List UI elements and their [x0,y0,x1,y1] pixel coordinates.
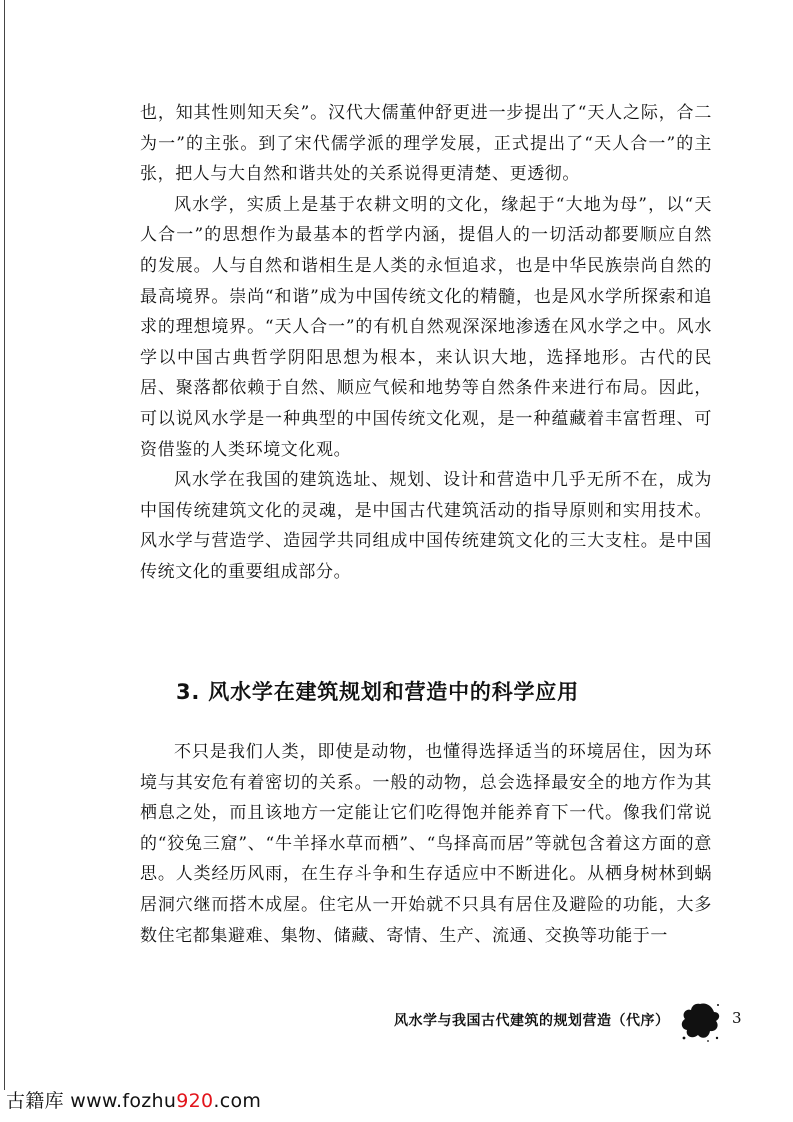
site-watermark [6,1086,261,1113]
paragraph: 也，知其性则知天矣”。汉代大儒董仲舒更进一步提出了“天人之际，合二为一”的主张。到了宋代儒学派的理学发展，正式提出了“天人合一”的主张，把人与大自然和谐共处的关系说得更清楚、更透彻。 [140,103,712,185]
watermark-number: 920 [176,1090,214,1112]
paragraph: 不只是我们人类，即使是动物，也懂得选择适当的环境居住，因为环境与其安危有着密切的关系。一般的动物，总会选择最安全的地方作为其栖息之处，而且该地方一定能让它们吃得饱并能养育下一代。像我们常说的“狡兔三窟”、“牛羊择水草而栖”、“鸟择高而居”等就包含着这方面的意思。人类经历风雨，在生存斗争和生存适应中不断进化。从栖身树林到蜗居洞穴继而搭木成屋。住宅从一开始就不只具有居住及避险的功能，大多数住宅都集避难、集物、储藏、寄情、生产、流通、交换等功能于一 [140,742,712,946]
page-number: 3 [732,1009,742,1027]
running-footer-title: 风水学与我国古代建筑的规划营造（代序） [394,1013,670,1029]
paragraph: 风水学在我国的建筑选址、规划、设计和营造中几乎无所不在，成为中国传统建筑文化的灵魂，是中国古代建筑活动的指导原则和实用技术。风水学与营造学、造园学共同组成中国传统建筑文化的三大支柱。是中国传统文化的重要组成部分。 [140,470,712,582]
body-text-top [140,98,712,588]
page-edge-rule [4,0,5,1090]
section-heading: 3. 风水学在建筑规划和营造中的科学应用 [176,680,579,704]
watermark-suffix: .com [213,1090,262,1112]
ink-splash-icon [678,998,722,1044]
body-text-bottom [140,737,712,951]
paragraph: 风水学，实质上是基于农耕文明的文化，缘起于“大地为母”，以“天人合一”的思想作为最基本的哲学内涵，提倡人的一切活动都要顺应自然的发展。人与自然和谐相生是人类的永恒追求，也是中华民族崇尚自然的最高境界。崇尚“和谐”成为中国传统文化的精髓，也是风水学所探索和追求的理想境界。“天人合一”的有机自然观深深地渗透在风水学之中。风水学以中国古典哲学阴阳思想为根本，来认识大地，选择地形。古代的民居、聚落都依赖于自然、顺应气候和地势等自然条件来进行布局。因此，可以说风水学是一种典型的中国传统文化观，是一种蕴藏着丰富哲理、可资借鉴的人类环境文化观。 [140,194,712,460]
watermark-prefix: 古籍库 www.fozhu [6,1090,177,1112]
